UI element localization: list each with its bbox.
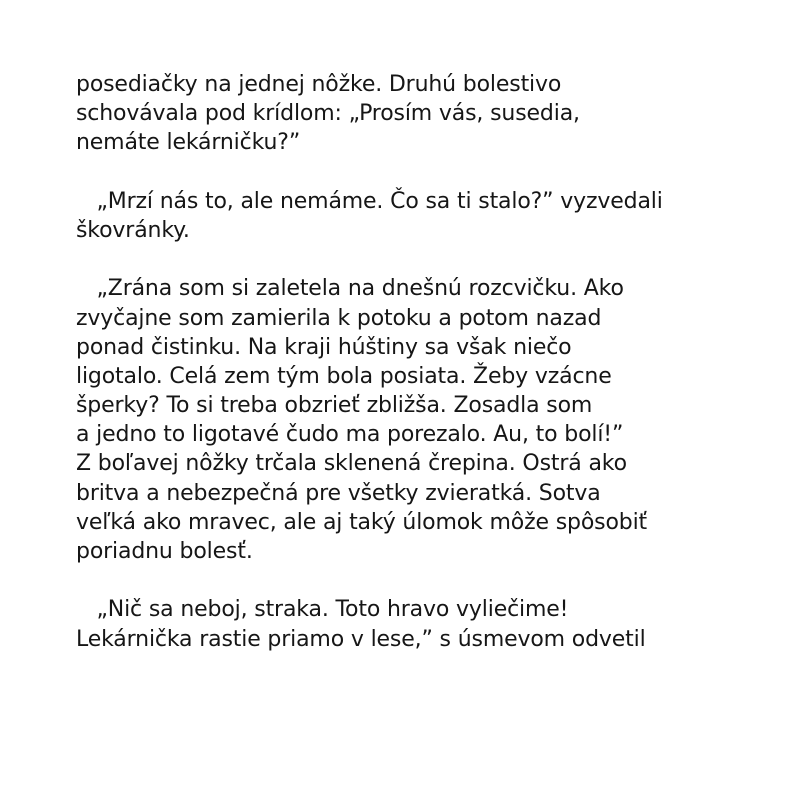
text-line: schovávala pod krídlom: „Prosím vás, susedia, — [76, 101, 580, 127]
paragraph-2 — [76, 187, 766, 245]
text-line: Z boľavej nôžky trčala sklenená črepina. Ostrá ako — [76, 451, 627, 477]
story-text — [76, 70, 766, 654]
paragraph-gap — [76, 566, 766, 595]
text-line: nemáte lekárničku?” — [76, 130, 301, 156]
paragraph-4 — [76, 595, 766, 653]
text-line: zvyčajne som zamierila k potoku a potom nazad — [76, 305, 602, 331]
text-line: „Zrána som si zaletela na dnešnú rozcvičku. Ako — [76, 276, 624, 302]
text-line: veľká ako mravec, ale aj taký úlomok môže spôsobiť — [76, 509, 648, 535]
text-line: britva a nebezpečná pre všetky zvieratká. Sotva — [76, 480, 601, 506]
text-line: Lekárnička rastie priamo v lese,” s úsmevom odvetil — [76, 626, 646, 652]
text-line: šperky? To si treba obzrieť zbližša. Zosadla som — [76, 393, 593, 419]
text-line: ponad čistinku. Na kraji húštiny sa však niečo — [76, 334, 572, 360]
paragraph-gap — [76, 158, 766, 187]
text-line: a jedno to ligotavé čudo ma porezalo. Au, to bolí!” — [76, 422, 624, 448]
text-line: „Mrzí nás to, ale nemáme. Čo sa ti stalo?” vyzvedali — [76, 188, 663, 214]
text-line: posediačky na jednej nôžke. Druhú bolestivo — [76, 72, 562, 97]
paragraph-gap — [76, 245, 766, 274]
paragraph-1 — [76, 70, 766, 158]
text-line: ligotalo. Celá zem tým bola posiata. Žeby vzácne — [76, 363, 612, 389]
text-line: poriadnu bolesť. — [76, 539, 253, 564]
paragraph-3 — [76, 274, 766, 566]
text-line: „Nič sa neboj, straka. Toto hravo vyliečime! — [76, 597, 569, 623]
text-line: škovránky. — [76, 217, 190, 243]
